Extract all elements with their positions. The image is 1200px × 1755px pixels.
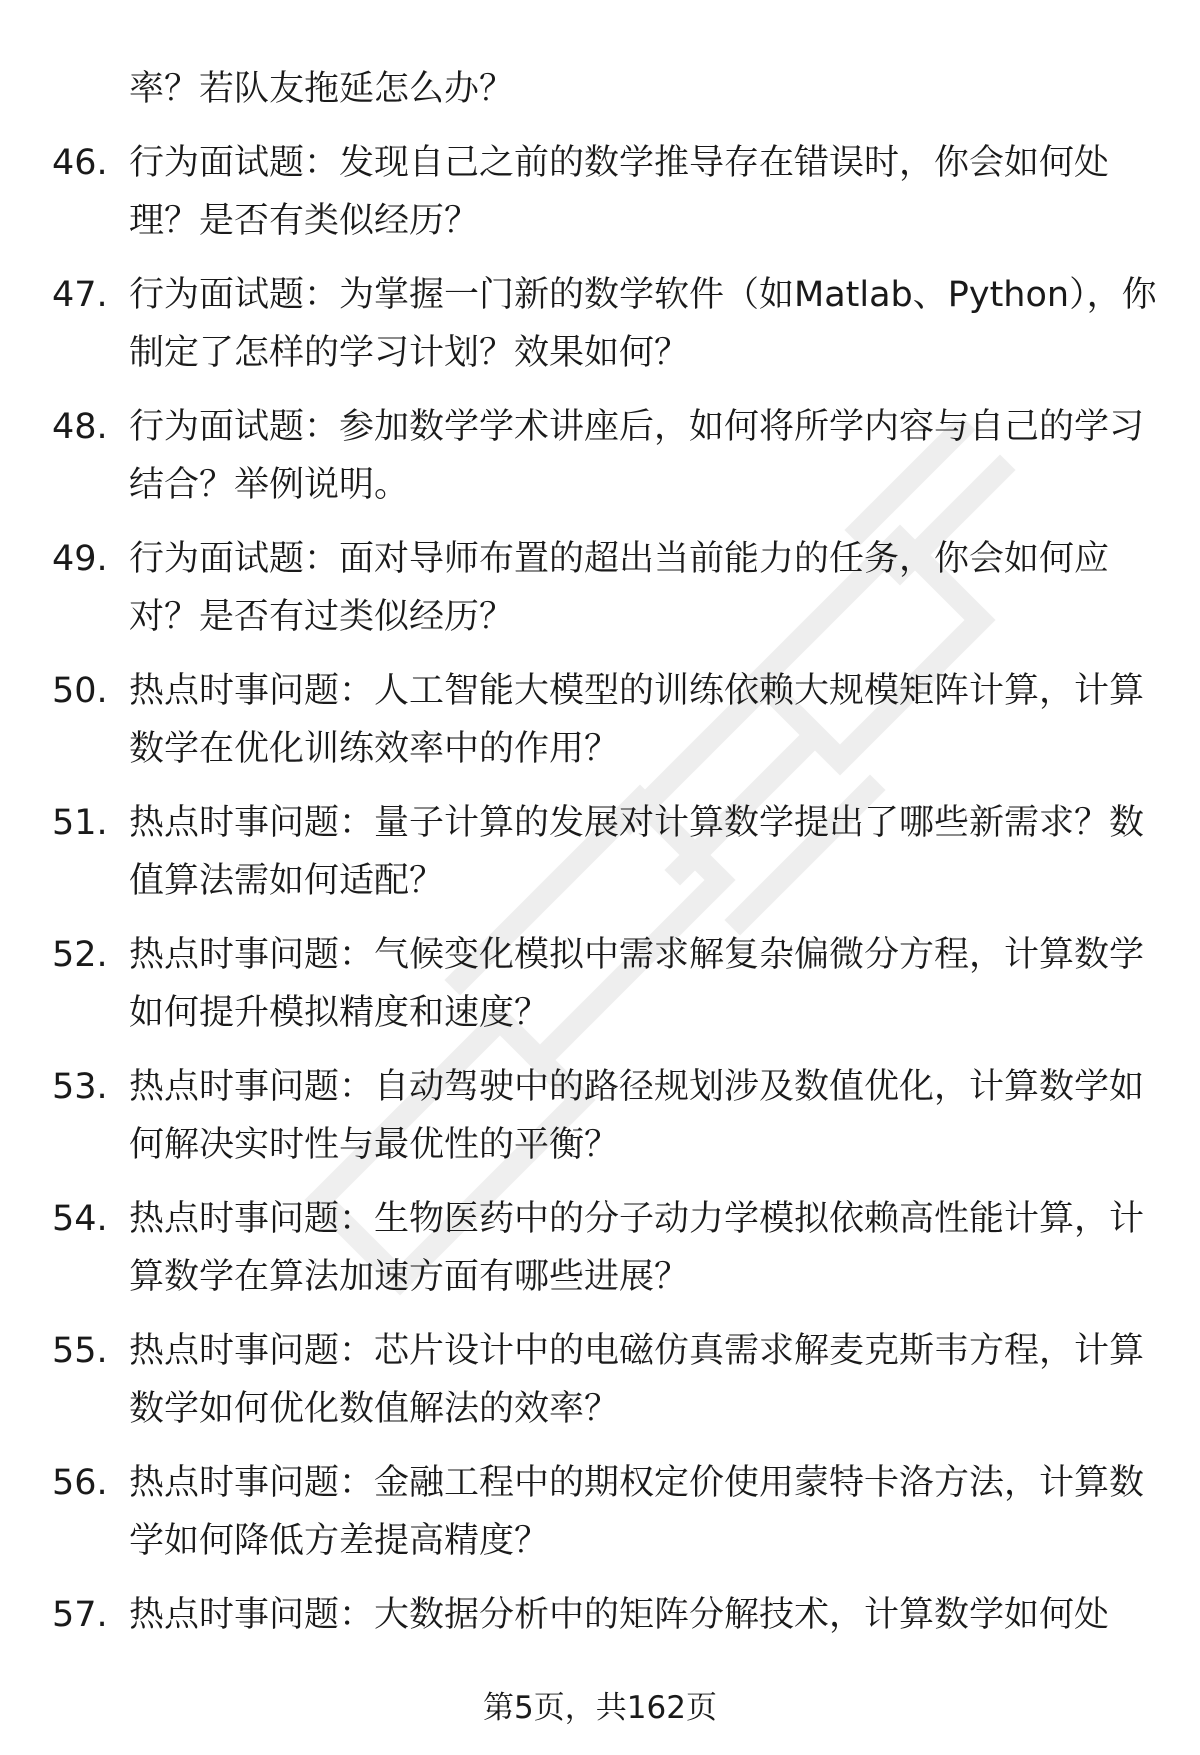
item-text: 行为面试题：为掌握一门新的数学软件（如Matlab、Python），你制定了怎样的学习计划？效果如何？ <box>129 275 1157 373</box>
item-text: 热点时事问题：大数据分析中的矩阵分解技术，计算数学如何处 <box>129 1595 1110 1635</box>
item-text: 热点时事问题：量子计算的发展对计算数学提出了哪些新需求？数值算法需如何适配？ <box>129 803 1145 901</box>
item-text: 行为面试题：面对导师布置的超出当前能力的任务，你会如何应对？是否有过类似经历？ <box>129 539 1110 637</box>
question-list <box>52 60 1162 1644</box>
item-number: 53. <box>52 1067 108 1107</box>
item-number: 52. <box>52 935 108 975</box>
item-number: 46. <box>52 143 108 183</box>
item-text: 热点时事问题：气候变化模拟中需求解复杂偏微分方程，计算数学如何提升模拟精度和速度？ <box>129 935 1145 1033</box>
item-number: 50. <box>52 671 108 711</box>
list-item <box>52 1586 1162 1644</box>
list-item <box>52 1058 1162 1174</box>
item-number: 51. <box>52 803 108 843</box>
item-number: 47. <box>52 275 108 315</box>
continuation-text: 率？若队友拖延怎么办？ <box>129 69 515 109</box>
item-text: 行为面试题：参加数学学术讲座后，如何将所学内容与自己的学习结合？举例说明。 <box>129 407 1145 505</box>
item-text: 热点时事问题：金融工程中的期权定价使用蒙特卡洛方法，计算数学如何降低方差提高精度？ <box>129 1463 1145 1561</box>
list-item <box>52 134 1162 250</box>
list-item <box>52 926 1162 1042</box>
item-number: 57. <box>52 1595 108 1635</box>
list-item <box>52 1190 1162 1306</box>
item-number: 55. <box>52 1331 108 1371</box>
list-item <box>52 398 1162 514</box>
page-footer: 第5页，共162页 <box>483 1690 717 1726</box>
item-text: 热点时事问题：生物医药中的分子动力学模拟依赖高性能计算，计算数学在算法加速方面有哪些进展？ <box>129 1199 1145 1297</box>
item-number: 48. <box>52 407 108 447</box>
list-item <box>52 530 1162 646</box>
list-item <box>52 266 1162 382</box>
list-item <box>52 662 1162 778</box>
item-text: 行为面试题：发现自己之前的数学推导存在错误时，你会如何处理？是否有类似经历？ <box>129 143 1110 241</box>
item-number: 54. <box>52 1199 108 1239</box>
list-item <box>52 1454 1162 1570</box>
list-item <box>52 794 1162 910</box>
item-number: 56. <box>52 1463 108 1503</box>
list-item <box>52 1322 1162 1438</box>
item-text: 热点时事问题：人工智能大模型的训练依赖大规模矩阵计算，计算数学在优化训练效率中的作用？ <box>129 671 1145 769</box>
item-text: 热点时事问题：芯片设计中的电磁仿真需求解麦克斯韦方程，计算数学如何优化数值解法的效率？ <box>129 1331 1145 1429</box>
item-number: 49. <box>52 539 108 579</box>
item-text: 热点时事问题：自动驾驶中的路径规划涉及数值优化，计算数学如何解决实时性与最优性的平衡？ <box>129 1067 1145 1165</box>
